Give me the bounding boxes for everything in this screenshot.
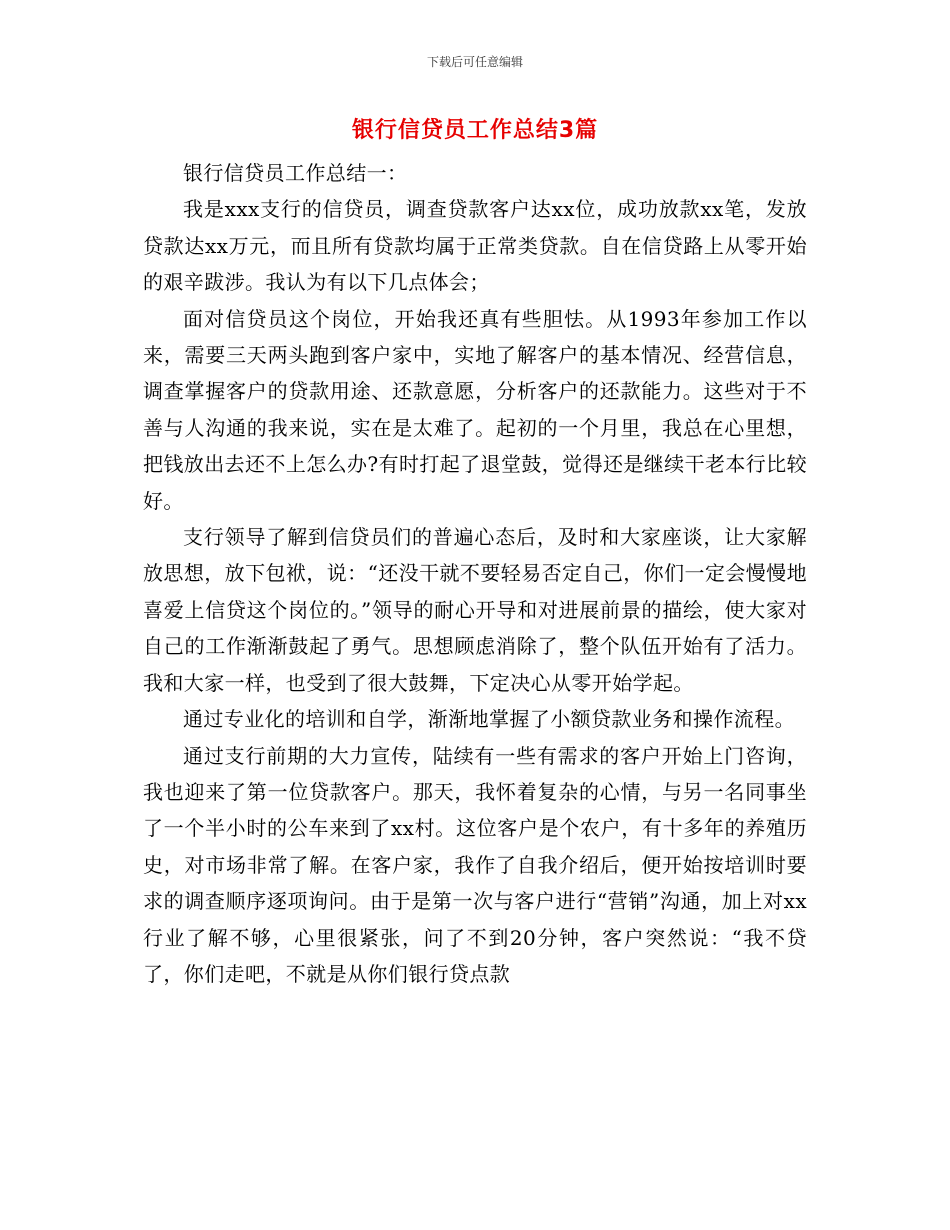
header-note: 下载后可任意编辑 (426, 55, 523, 69)
paragraph: 支行领导了解到信贷员们的普遍心态后，及时和大家座谈，让大家解放思想，放下包袱，说：“还没干就不要轻易否定自己，你们一定会慢慢地喜爱上信贷这个岗位的。”领导的耐心开导和对进展前景的描绘，使大家对自己的工作渐渐鼓起了勇气。思想顾虑消除了，整个队伍开始有了活力。我和大家一样，也受到了很大鼓舞，下定决心从零开始学起。 (143, 525, 807, 695)
paragraph: 面对信贷员这个岗位，开始我还真有些胆怯。从1993年参加工作以来，需要三天两头跑到客户家中，实地了解客户的基本情况、经营信息，调查掌握客户的贷款用途、还款意愿，分析客户的还款能力。这些对于不善与人沟通的我来说，实在是太难了。起初的一个月里，我总在心里想，把钱放出去还不上怎么办?有时打起了退堂鼓，觉得还是继续干老本行比较好。 (143, 306, 807, 513)
document-body (143, 155, 807, 992)
document-title: 银行信贷员工作总结3篇 (351, 118, 599, 143)
paragraph: 通过专业化的培训和自学，渐渐地掌握了小额贷款业务和操作流程。 (183, 707, 795, 732)
paragraph: 我是xxx支行的信贷员，调查贷款客户达xx位，成功放款xx笔，发放贷款达xx万元，而且所有贷款均属于正常类贷款。自在信贷路上从零开始的艰辛跋涉。我认为有以下几点体会； (143, 197, 807, 295)
paragraph-section-heading: 银行信贷员工作总结一： (183, 161, 408, 185)
paragraph: 通过支行前期的大力宣传，陆续有一些有需求的客户开始上门咨询，我也迎来了第一位贷款客户。那天，我怀着复杂的心情，与另一名同事坐了一个半小时的公车来到了xx村。这位客户是个农户，有十多年的养殖历史，对市场非常了解。在客户家，我作了自我介绍后，便开始按培训时要求的调查顺序逐项询问。由于是第一次与客户进行“营销”沟通，加上对xx行业了解不够，心里很紧张，问了不到20分钟，客户突然说：“我不贷了，你们走吧，不就是从你们银行贷点款 (143, 743, 807, 986)
